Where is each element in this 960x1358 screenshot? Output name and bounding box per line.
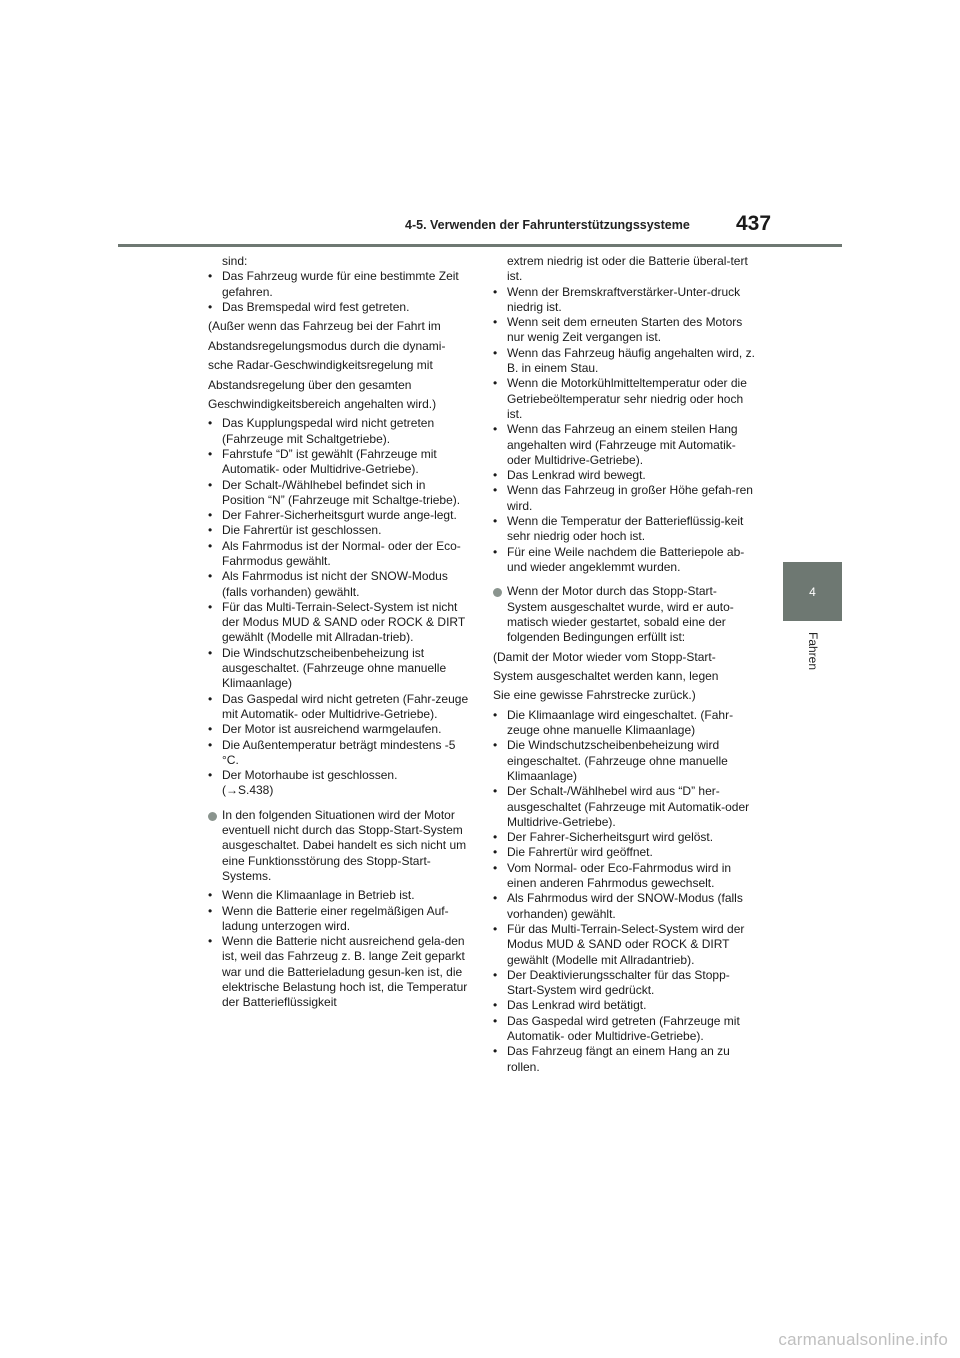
list-item: • Die Fahrertür ist geschlossen. (208, 523, 470, 538)
paragraph-line: (Außer wenn das Fahrzeug bei der Fahrt im (208, 319, 441, 334)
chapter-tab (783, 562, 842, 621)
watermark: carmanualsonline.info (778, 1330, 948, 1349)
note-paragraph (208, 808, 470, 884)
intro-text: sind: (222, 254, 248, 268)
list-item: • Das Fahrzeug wurde für eine bestimmte Zeit gefahren. (208, 269, 470, 300)
paragraph-line: Abstandsregelung über den gesamten (208, 377, 412, 392)
list-item: • Als Fahrmodus wird der SNOW-Modus (falls vorhanden) gewählt. (493, 891, 755, 922)
list-item: • Wenn das Fahrzeug an einem steilen Hang angehalten wird (Fahrzeuge mit Automatik- oder Multidrive-Getriebe). (493, 422, 755, 468)
left-column (208, 254, 470, 1011)
chapter-label: Fahren (806, 632, 820, 671)
note-text: In den folgenden Situationen wird der Motor eventuell nicht durch das Stopp-Start-System ausgeschaltet. Dabei handelt es sich nicht um eine Funktionsstörung des Stopp-Start-Systems. (222, 807, 467, 883)
list-item: • Wenn der Bremskraftverstärker-Unter-druck niedrig ist. (493, 285, 755, 316)
list-item: • Für das Multi-Terrain-Select-System wird der Modus MUD & SAND oder ROCK & DIRT gewählt (Modelle mit Allradantrieb). (493, 922, 755, 968)
list-item: • Fahrstufe “D” ist gewählt (Fahrzeuge mit Automatik- oder Multidrive-Getriebe). (208, 447, 470, 478)
list-item: • Der Motorhaube ist geschlossen. (208, 768, 470, 783)
list-item: • Die Klimaanlage wird eingeschaltet. (Fahr-zeuge ohne manuelle Klimaanlage) (493, 708, 755, 739)
header-divider (118, 244, 842, 247)
list-item: • Das Kupplungspedal wird nicht getreten (Fahrzeuge mit Schaltgetriebe). (208, 416, 470, 447)
note-paragraph (493, 584, 755, 645)
list-item: • Wenn seit dem erneuten Starten des Motors nur wenig Zeit vergangen ist. (493, 315, 755, 346)
circle-bullet-icon (493, 588, 502, 597)
list-item: • Als Fahrmodus ist nicht der SNOW-Modus (falls vorhanden) gewählt. (208, 569, 470, 600)
list-item: • Wenn die Batterie nicht ausreichend gela-den ist, weil das Fahrzeug z. B. lange Zeit geparkt war und die Batterieladung gesun-ken ist, die elektrische Belastung hoch ist, die Temperatur der Batterieflüssigkeit (208, 934, 470, 1010)
list-item: • Das Fahrzeug fängt an einem Hang an zu rollen. (493, 1044, 755, 1075)
list-item: • Für das Multi-Terrain-Select-System ist nicht der Modus MUD & SAND oder ROCK & DIRT gewählt (Modelle mit Allradan-trieb). (208, 600, 470, 646)
paragraph-line: System ausgeschaltet werden kann, legen (493, 669, 719, 683)
list-item: • Wenn die Motorkühlmitteltemperatur oder die Getriebeöltemperatur sehr niedrig oder hoch ist. (493, 376, 755, 422)
paragraph-line: Sie eine gewisse Fahrstrecke zurück.) (493, 688, 696, 703)
list-item: • Die Windschutzscheibenbeheizung ist ausgeschaltet. (Fahrzeuge ohne manuelle Klimaanlage) (208, 646, 470, 692)
list-item: • Der Schalt-/Wählhebel befindet sich in Position “N” (Fahrzeuge mit Schaltge-triebe). (208, 478, 470, 509)
list-item: • Der Fahrer-Sicherheitsgurt wird gelöst. (493, 830, 755, 845)
list-item: • Der Fahrer-Sicherheitsgurt wurde ange-legt. (208, 508, 470, 523)
paragraph-line: Geschwindigkeitsbereich angehalten wird.) (208, 396, 437, 411)
list-item: • Der Deaktivierungsschalter für das Stopp-Start-System wird gedrückt. (493, 968, 755, 999)
list-item: • Der Schalt-/Wählhebel wird aus “D” her-ausgeschaltet (Fahrzeuge mit Automatik-oder Multidrive-Getriebe). (493, 784, 755, 830)
list-item: • Das Lenkrad wird bewegt. (493, 468, 755, 483)
list-item: • Das Gaspedal wird getreten (Fahrzeuge mit Automatik- oder Multidrive-Getriebe). (493, 1014, 755, 1045)
right-column (493, 254, 755, 1075)
list-item: • Für eine Weile nachdem die Batteriepole ab- und wieder angeklemmt wurden. (493, 545, 755, 576)
list-item: • Das Bremspedal wird fest getreten. (208, 300, 470, 315)
list-item: • Der Motor ist ausreichend warmgelaufen. (208, 722, 470, 737)
paragraph-line: sche Radar-Geschwindigkeitsregelung mit (208, 358, 433, 373)
section-title: 4-5. Verwenden der Fahrunterstützungssysteme (405, 218, 690, 232)
list-item: • Wenn die Batterie einer regelmäßigen Auf-ladung unterzogen wird. (208, 904, 470, 935)
list-item: • Wenn die Temperatur der Batterieflüssig-keit sehr niedrig oder hoch ist. (493, 514, 755, 545)
list-item: • Die Windschutzscheibenbeheizung wird eingeschaltet. (Fahrzeuge ohne manuelle Klimaanlage) (493, 738, 755, 784)
list-item: • Das Gaspedal wird nicht getreten (Fahr-zeuge mit Automatik- oder Multidrive-Getriebe). (208, 692, 470, 723)
paragraph-line: Abstandsregelungsmodus durch die dynami- (208, 338, 446, 353)
circle-bullet-icon (208, 812, 217, 821)
chapter-number: 4 (809, 584, 816, 599)
paragraph-line: (Damit der Motor wieder vom Stopp-Start- (493, 649, 716, 664)
continuation-text: extrem niedrig ist oder die Batterie überal-tert ist. (507, 254, 748, 284)
page-number: 437 (736, 212, 772, 235)
list-item: • Wenn die Klimaanlage in Betrieb ist. (208, 888, 470, 903)
list-item: • Als Fahrmodus ist der Normal- oder der Eco-Fahrmodus gewählt. (208, 539, 470, 570)
list-item: • Die Außentemperatur beträgt mindestens -5 °C. (208, 738, 470, 769)
list-item: • Die Fahrertür wird geöffnet. (493, 845, 755, 860)
list-item: • Vom Normal- oder Eco-Fahrmodus wird in einen anderen Fahrmodus gewechselt. (493, 861, 755, 892)
list-item: • Das Lenkrad wird betätigt. (493, 998, 755, 1013)
list-item: • Wenn das Fahrzeug häufig angehalten wird, z. B. in einem Stau. (493, 346, 755, 377)
list-item: • Wenn das Fahrzeug in großer Höhe gefah-ren wird. (493, 483, 755, 514)
page-reference-link[interactable]: (→S.438) (222, 783, 274, 798)
note-text: Wenn der Motor durch das Stopp-Start-System ausgeschaltet wurde, wird er auto-matisch wieder gestartet, sobald eine der folgenden Bedingungen erfüllt ist: (507, 584, 734, 645)
